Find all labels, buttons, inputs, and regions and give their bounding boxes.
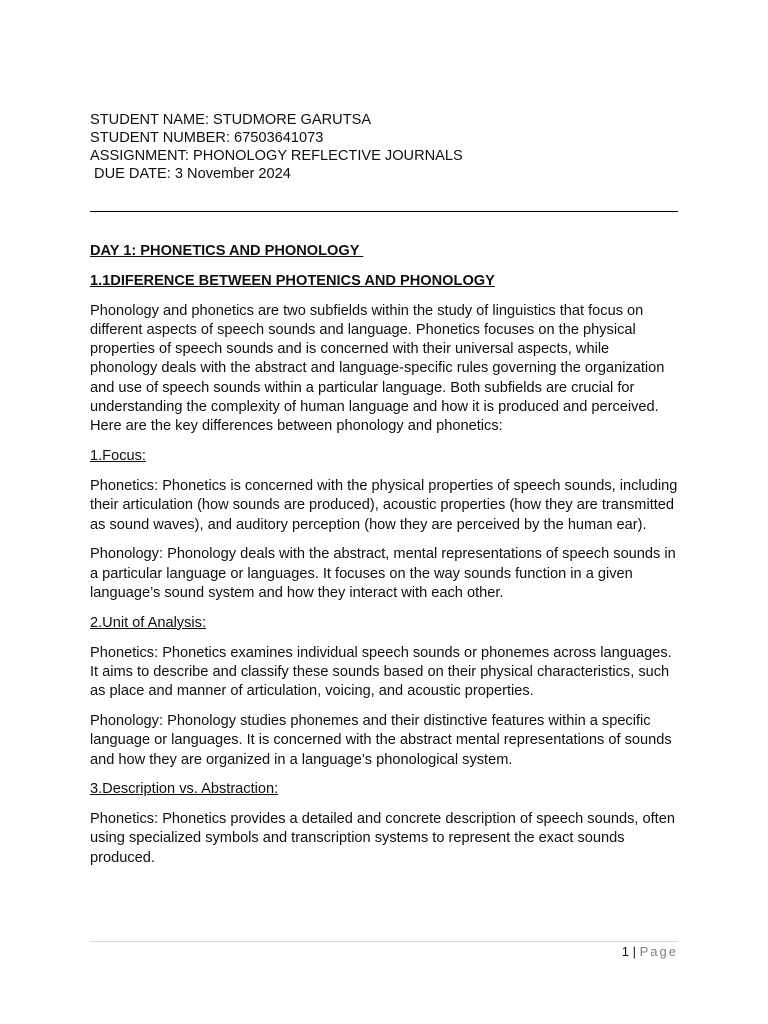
unit-heading: 2.Unit of Analysis:	[90, 614, 206, 631]
due-date: DUE DATE: 3 November 2024	[90, 166, 291, 182]
student-info-block	[90, 111, 680, 183]
description-heading: 3.Description vs. Abstraction:	[90, 781, 279, 798]
assignment-title: ASSIGNMENT: PHONOLOGY REFLECTIVE JOURNALS	[90, 148, 463, 164]
page-label: Page	[639, 944, 678, 959]
unit-phonetics-paragraph: Phonetics: Phonetics examines individual speech sounds or phonemes across languages. It aims to describe and classify these sounds based on their physical characteristics, such as place and manner of articulation, voicing, and acoustic properties.	[90, 644, 672, 700]
unit-phonology-paragraph: Phonology: Phonology studies phonemes and their distinctive features within a specific language or languages. It is concerned with the abstract mental representations of sounds and how they are organized in a language’s phonological system.	[90, 712, 672, 768]
page-separator: |	[629, 944, 640, 959]
horizontal-rule	[90, 211, 678, 212]
day-heading: DAY 1: PHONETICS AND PHONOLOGY	[90, 243, 364, 259]
document-body	[90, 242, 680, 879]
student-number: STUDENT NUMBER: 67503641073	[90, 130, 324, 146]
footer-divider	[90, 941, 678, 942]
description-phonetics-paragraph: Phonetics: Phonetics provides a detailed and concrete description of speech sounds, often using specialized symbols and transcription systems to represent the exact sounds produced.	[90, 811, 675, 866]
focus-phonetics-paragraph: Phonetics: Phonetics is concerned with the physical properties of speech sounds, including their articulation (how sounds are produced), acoustic properties (how they are transmitted as sound waves), and auditory perception (how they are perceived by the human ear).	[90, 477, 678, 533]
focus-phonology-paragraph: Phonology: Phonology deals with the abstract, mental representations of speech sounds in a particular language or languages. It focuses on the way sounds function in a given language’s sound system and how they interact with each other.	[90, 546, 676, 601]
section-heading: 1.1DIFERENCE BETWEEN PHOTENICS AND PHONOLOGY	[90, 272, 495, 289]
focus-heading: 1.Focus:	[90, 448, 146, 465]
intro-paragraph: Phonology and phonetics are two subfields within the study of linguistics that focus on different aspects of speech sounds and language. Phonetics focuses on the physical properties of speech sounds and is concerned with their universal aspects, while phonology deals with the abstract and language-specific rules governing the organization and use of speech sounds within a particular language. Both subfields are crucial for understanding the complexity of human language and how it is produced and perceived. Here are the key differences between phonology and phonetics:	[90, 302, 665, 435]
page-footer	[622, 944, 678, 960]
page-number: 1	[621, 944, 630, 959]
student-name: STUDENT NAME: STUDMORE GARUTSA	[90, 112, 372, 128]
